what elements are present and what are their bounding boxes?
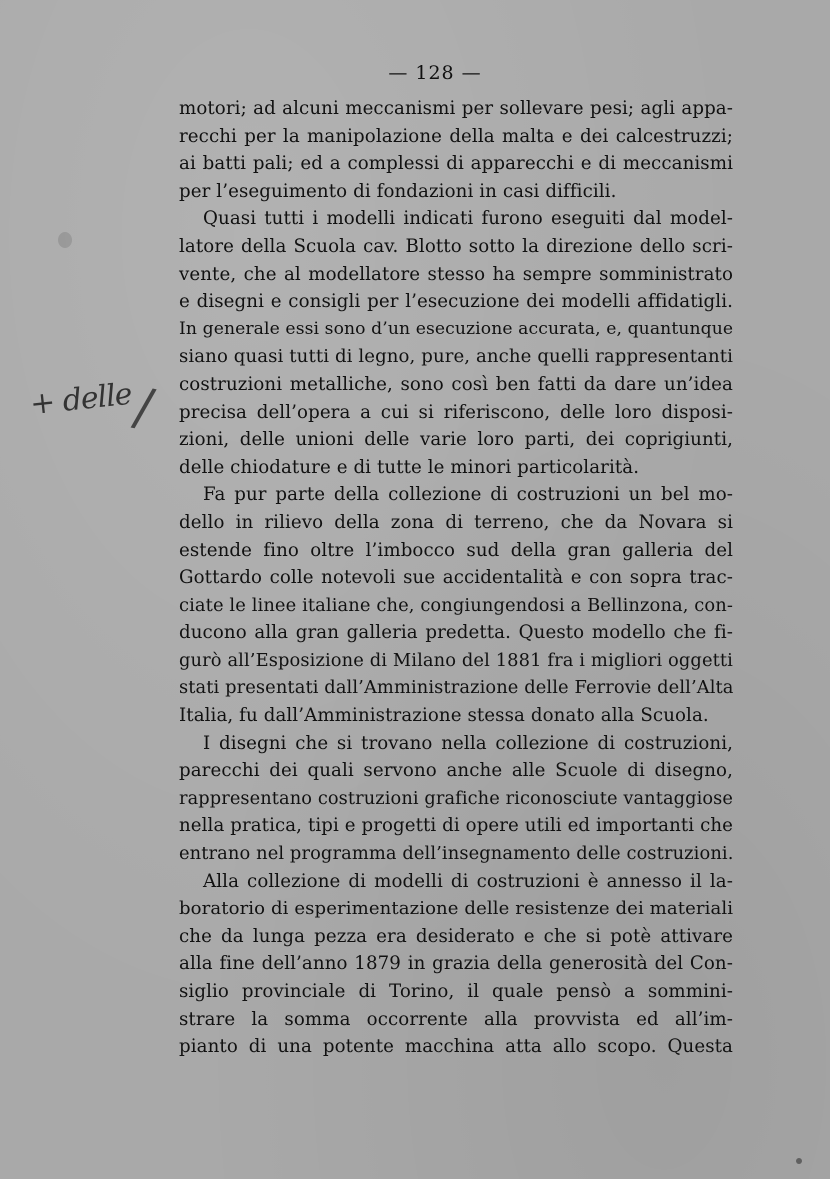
text-line: nella pratica, tipi e progetti di opere utili ed importanti che xyxy=(179,815,733,837)
text-line: ducono alla gran galleria predetta. Questo modello che fi- xyxy=(179,622,733,644)
paragraph xyxy=(179,481,733,729)
text-line: ciate le linee italiane che, congiungendosi a Bellinzona, con- xyxy=(179,594,733,616)
paragraph xyxy=(179,730,733,868)
text-line: per l’eseguimento di fondazioni in casi difficili. xyxy=(179,180,617,202)
text-line: Alla collezione di modelli di costruzioni è annesso il la- xyxy=(203,870,733,892)
paragraph xyxy=(179,868,733,1061)
text-line: Italia, fu dall’Amministrazione stessa donato alla Scuola. xyxy=(179,705,709,727)
text-line: rappresentano costruzioni grafiche riconosciute vantaggiose xyxy=(179,787,733,809)
margin-note-mark: / xyxy=(128,376,159,440)
body-text xyxy=(179,95,733,1061)
text-line: costruzioni metalliche, sono così ben fatti da dare un’idea xyxy=(179,373,733,395)
text-line: boratorio di esperimentazione delle resistenze dei materiali xyxy=(179,898,734,920)
text-line: I disegni che si trovano nella collezione di costruzioni, xyxy=(203,732,733,754)
text-line: parecchi dei quali servono anche alle Scuole di disegno, xyxy=(179,760,733,782)
text-line: latore della Scuola cav. Blotto sotto la direzione dello scri- xyxy=(179,235,733,257)
text-line: precisa dell’opera a cui si riferiscono, delle loro disposi- xyxy=(179,401,733,423)
text-line: dello in rilievo della zona di terreno, che da Novara si xyxy=(179,511,733,533)
text-line: strare la somma occorrente alla provvista ed all’im- xyxy=(179,1008,733,1030)
text-line: In generale essi sono d’un esecuzione accurata, e, quantunque xyxy=(179,318,734,339)
paragraph xyxy=(179,205,733,481)
text-line: e disegni e consigli per l’esecuzione dei modelli affidatigli. xyxy=(179,291,733,313)
text-line: ai batti pali; ed a complessi di apparecchi e di meccanismi xyxy=(179,153,733,175)
text-line: Quasi tutti i modelli indicati furono eseguiti dal model- xyxy=(203,208,733,230)
paper-stain xyxy=(796,1158,802,1164)
margin-note-text: + delle xyxy=(28,376,134,423)
text-line: entrano nel programma dell’insegnamento delle costruzioni. xyxy=(179,843,734,865)
text-line: Fa pur parte della collezione di costruzioni un bel mo- xyxy=(203,484,733,506)
text-line: motori; ad alcuni meccanismi per sollevare pesi; agli appa- xyxy=(179,98,733,119)
text-line: gurò all’Esposizione di Milano del 1881 fra i migliori oggetti xyxy=(179,649,733,671)
paper-stain xyxy=(58,232,72,248)
text-line: zioni, delle unioni delle varie loro parti, dei coprigiunti, xyxy=(179,429,733,451)
paragraph xyxy=(179,95,733,205)
text-line: estende fino oltre l’imbocco sud della gran galleria del xyxy=(179,539,733,561)
text-line: vente, che al modellatore stesso ha sempre somministrato xyxy=(179,263,733,285)
text-line: siano quasi tutti di legno, pure, anche quelli rappresentanti xyxy=(179,346,734,368)
handwritten-margin-note xyxy=(28,376,160,442)
text-line: alla fine dell’anno 1879 in grazia della generosità del Con- xyxy=(179,953,733,975)
text-line: recchi per la manipolazione della malta e dei calcestruzzi; xyxy=(179,125,733,147)
text-line: che da lunga pezza era desiderato e che si potè attivare xyxy=(179,925,733,947)
text-line: stati presentati dall’Amministrazione delle Ferrovie dell’Alta xyxy=(179,677,734,699)
text-line: delle chiodature e di tutte le minori particolarità. xyxy=(179,456,640,478)
text-line: Gottardo colle notevoli sue accidentalità e con sopra trac- xyxy=(179,567,733,589)
page-number: — 128 — xyxy=(388,62,482,84)
text-line: pianto di una potente macchina atta allo scopo. Questa xyxy=(179,1036,733,1058)
text-line: siglio provinciale di Torino, il quale pensò a sommini- xyxy=(179,981,733,1002)
